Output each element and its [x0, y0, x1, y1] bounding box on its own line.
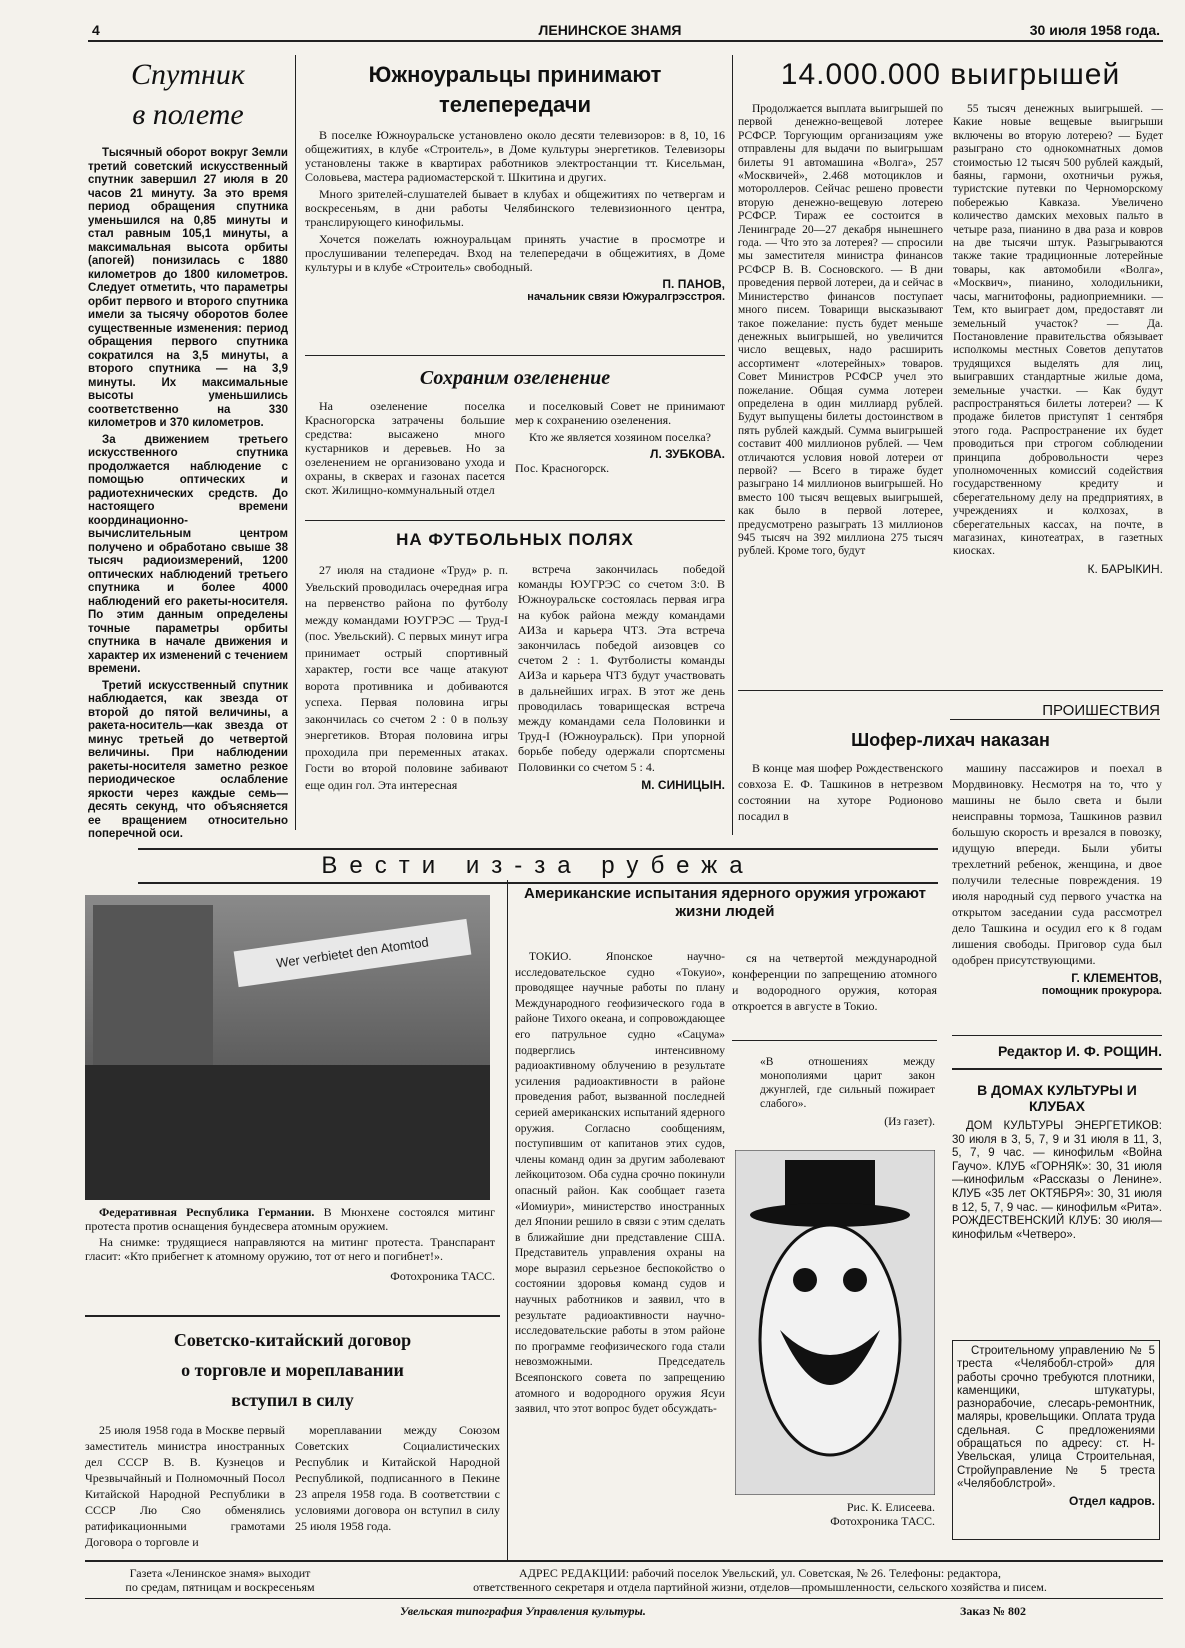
nuclear-title: Американские испытания ядерного оружия угрожают жизни людей	[524, 885, 926, 920]
tv-author-role: начальник связи Южуралгрэсстроя.	[527, 291, 725, 303]
incident-author-role: помощник прокурора.	[1041, 985, 1162, 997]
section-rule	[738, 690, 1163, 691]
cartoon-source: (Из газет).	[884, 1116, 935, 1128]
culture-title: В ДОМАХ КУЛЬТУРЫ И КЛУБАХ	[977, 1082, 1137, 1114]
section-rule	[732, 1040, 937, 1041]
treaty-title-2: о торговле и мореплавании	[181, 1360, 404, 1380]
culture-text: ДОМ КУЛЬТУРЫ ЭНЕРГЕТИКОВ: 30 июля в 3, 5, 7, 9 и 31 июля в 11, 3, 5, 7, 9 час. — кинофильм «Война Гаучо». КЛУБ «ГОРНЯК»: 30, 31 июля—кинофильм «Рассказы о Ленине». КЛУБ «35 лет ОКТЯБРЯ»: 30, 31 июля в 12, 5, 7, 9 час. — кинофильм «Рита». РОЖДЕСТВЕНСКИЙ КЛУБ: 30 июля—кинофильм «Четверо».	[952, 1120, 1162, 1241]
lottery-author: К. БАРЫКИН.	[1087, 561, 1163, 576]
incident-col1: В конце мая шофер Рождественского совхоза Е. Ф. Ташкинов в нетрезвом состоянии на хуторе Родионово посадил в	[738, 761, 943, 823]
footer-address-2: ответственного секретаря и отдела партийной жизни, отделов—промышленности, сельского хозяйства и писем.	[473, 1580, 1047, 1594]
football-col1: 27 июля на стадионе «Труд» р. п. Увельский проводилась очередная игра на первенство района по футболу между командами ЮУГРЭС — Труд-I (пос. Увельский). С первых минут игра принимает острый спортивный характер, гости все чаще атакуют ворота противника и добиваются успеха. Первая половина игры закончилась со счетом 2 : 0 в пользу энергетиков. Вторая половина игры проходила при переменных атаках. Гости во второй половине забивают еще один гол. Эта интересная	[305, 563, 508, 792]
cartoon-credit-2: Фотохроника ТАСС.	[830, 1514, 935, 1528]
lottery-col2: 55 тысяч денежных выигрышей. — Какие новые вещевые выигрыши включены во вторую лотерею? — Будет разыграно сто однокомнатных домов стоимостью 12 тысяч 500 рублей каждый, баяны, гармони, охотничьи ружья, туристские путевки по Черноморскому побережью Кавказа. Увеличено количество дамских меховых пальто в четыре раза, пианино в два раза и ковров на две тысячи штук. Разыгрываются также такие традиционные лотерейные товары, как автомобили «Волга», «Москвич», пианино, холодильники, часы, магнитофоны, радиоприемники. — Тем, кто выиграет дом, предоставят ли земельный участок? — Да. Постановление правительства обязывает исполкомы местных Советов депутатов трудящихся выделять для лиц, выигравших стандартные жилые дома, земельные участки. — Как будут распространяться билеты лотереи? — К продаже билетов приступят 1 сентября этого года. Распространение их будет проводиться при строгом соблюдении принципа добровольности через уполномоченных комиссий содействия государственному кредиту и сберегательному делу на предприятиях, в учреждениях и колхозах, в сберегательных кассах, на почте, в магазинах, кинотеатрах, в газетных киосках.	[953, 103, 1163, 558]
photo-caption-text: В Мюнхене состоялся митинг протеста против оснащения бундесвера атомным оружием.	[85, 1205, 495, 1233]
job-ad	[952, 1340, 1160, 1540]
issue-date: 30 июля 1958 года.	[1029, 22, 1160, 38]
treaty-title-1: Советско-китайский договор	[173, 1330, 412, 1350]
section-rule	[305, 355, 725, 356]
football-col2-wrap	[518, 562, 725, 792]
sputnik-title-1: Спутник	[131, 58, 245, 91]
treaty-col2: мореплавании между Союзом Советских Социалистических Республик и Китайской Народной Республикой, подписанного в Пекине 23 апреля 1958 года. В соответствии с условиями договора он вступил в силу 25 июля 1958 года.	[295, 1423, 500, 1533]
lottery-article	[738, 55, 1163, 685]
incident-author: Г. КЛЕМЕНТОВ,	[1071, 971, 1162, 985]
incident-col2-wrap	[952, 760, 1162, 997]
cartoon-credit-1: Рис. К. Елисеева.	[846, 1500, 935, 1514]
cartoon-credits	[735, 1500, 935, 1528]
column-rule	[507, 880, 508, 1560]
protest-photo	[85, 895, 490, 1200]
green-place: Пос. Красногорск.	[515, 461, 610, 475]
green-col2a: и поселковый Совет не принимают мер к сохранению озеленения.	[515, 399, 725, 427]
footer-order: Заказ № 802	[960, 1604, 1026, 1618]
football-article	[305, 528, 725, 823]
section-rule	[305, 520, 725, 521]
cartoon-quote-wrap	[760, 1055, 935, 1129]
section-rule	[952, 1035, 1162, 1036]
abroad-banner-frame	[138, 848, 938, 884]
nuclear-col1: ТОКИО. Японское научно-исследовательское судно «Токуио», проводящее научные работы по плану Международного геофизического года в районе Тихого океана, и сопровождающее его патрульное судно «Сацума» подверглись интенсивному радиоактивному облучению в результате усиления радиоактивности в районе проведения работ, вызванной последней серией американских испытаний ядерного оружия. Согласно сообщениям, поступившим от капитанов этих судов, члены команд один за другим заболевают лейкоцитозом. Оба судна срочно покинули опасный район. Как сообщает газета «Иомиури», министерство иностранных дел Японии решило в связи с этим сделать в ближайшие дни представление США. Представитель управления охраны на море выразил серьезное беспокойство о состоянии здоровья команд судов и научных работников и заявил, что в результате радиоактивности научно-исследовательские работы в этом районе по программе геофизического года стали невозможными. Председатель Всеяпонского совета по запрещению атомного и водородного оружия Ясуи заявил, что этот вопрос будет обсуждать-	[515, 951, 725, 1416]
sputnik-p1: Тысячный оборот вокруг Земли третий советский искусственный спутник завершил 27 июля в 20 часов 21 минуту. За это время период обращения спутника уменьшился на 0,85 минуты и стал равным 105,1 минуты, а максимальная высота орбиты (апогей) понизилась с 1880 километров до 1800 километров. Следует отметить, что параметры орбит первого и второго спутника имели за тысячу оборотов более существенные изменения: период обращения первого спутника сократился на 3,5 минуты, а второго спутника — на 3,9 минуты. Их максимальные высоты уменьшились соответственно на 330 километров и 370 километров.	[88, 147, 288, 429]
sputnik-p2: За движением третьего искусственного спутника продолжается наблюдение с помощью оптических и радиотехнических средств. До настоящего времени координационно-вычислительным центром получено и обработано свыше 38 тысяч радиоизмерений, 1200 оптических наблюдений третьего спутника и более 4000 наблюдений его ракеты-носителя. По этим данным определены точные параметры орбиты спутника в начале движения и характер их изменений с течением времени.	[88, 433, 288, 675]
treaty-title-3: вступил в силу	[231, 1390, 354, 1410]
green-col2	[515, 399, 725, 476]
job-ad-sign: Отдел кадров.	[1069, 1494, 1155, 1509]
column-rule	[732, 55, 733, 835]
tv-p3: Хочется пожелать южноуральцам принять участие в просмотре и прослушивании телепередач. Вход на телепередачи в общежитиях, в Доме культуры и в клубе «Строитель» свободный.	[305, 232, 725, 274]
column-rule	[295, 55, 296, 830]
sputnik-title-2: в полете	[132, 98, 244, 131]
photo-banner: Wer verbietet den Atomtod	[234, 919, 472, 987]
photo-caption-wrap	[85, 1205, 495, 1283]
photo-crowd	[85, 1065, 490, 1200]
sputnik-p3: Третий искусственный спутник наблюдается, как звезда от второй до пятой величины, а ракета-носитель—как звезда от минус третьей до четвертой величины. При наблюдении ракеты-носителя заметно резкое периодическое ослабление яркости через каждые семь—десять секунд, что объясняется ее вращением относительно поперечной оси.	[88, 679, 288, 840]
incident-section: ПРОИШЕСТВИЯ	[950, 702, 1160, 720]
editor-line: Редактор И. Ф. РОЩИН.	[997, 1043, 1162, 1059]
photo-building	[93, 905, 213, 1085]
treaty-article	[85, 1325, 500, 1415]
green-col2b: Кто же является хозяином поселка?	[529, 430, 712, 444]
lottery-col2-wrap	[953, 103, 1163, 576]
green-title: Сохраним озеленение	[419, 367, 611, 389]
footer-left-1: Газета «Ленинское знамя» выходит	[129, 1566, 311, 1580]
newspaper-title: ЛЕНИНСКОЕ ЗНАМЯ	[538, 22, 682, 38]
football-title: НА ФУТБОЛЬНЫХ ПОЛЯХ	[396, 530, 634, 549]
footer-rule	[85, 1598, 1163, 1599]
culture-box	[952, 1082, 1162, 1245]
footer-rule	[85, 1560, 1163, 1562]
lottery-title: 14.000.000 выигрышей	[780, 58, 1121, 91]
football-author: М. СИНИЦЫН.	[641, 777, 725, 792]
cartoon-quote: «В отношениях между монополиями царит закон джунглей, где сильный пожирает слабого».	[760, 1056, 935, 1110]
tv-title: Южноуральцы принимают телепередачи	[368, 62, 662, 117]
incident-title: Шофер-лихач наказан	[851, 730, 1050, 750]
sputnik-article	[88, 55, 288, 845]
footer-left	[85, 1566, 355, 1594]
footer-address	[360, 1566, 1160, 1594]
incident-col2: машину пассажиров и поехал в Мордвиновку. Несмотря на то, что у машины не было света и были неисправны тормоза, Ташкинов развил большую скорость и врезался в повозку, идущую впереди. Были убиты трехлетний ребенок, женщина, и двое получили телесные повреждения. 19 июля народный суд первого участка на открытом заседании суда рассмотрел дело Ташкина и осудил его к 8 годам лишения свободы. Приговор суда был одобрен присутствующими.	[952, 761, 1162, 967]
tv-p2: Много зрителей-слушателей бывает в клубах и общежитиях по четвергам и воскресеньям, в дни работы Челябинского телевизионного центра, транслирующего кинофильмы.	[305, 187, 725, 229]
job-ad-text: Строительному управлению № 5 треста «Челябобл-строй» для работы срочно требуются плотники, каменщики, штукатуры, разнорабочие, слесарь-ремонтник, маляры, кровельщики. Оплата труда сдельная. С предложениями обращаться по адресу: ст. Н-Увельская, улица Строительная, Стройуправление № 5 треста «Челябоблстрой».	[957, 1345, 1155, 1490]
tv-author: П. ПАНОВ,	[662, 277, 725, 291]
header-rule	[88, 40, 1163, 42]
green-col1: На озеленение поселка Красногорска затрачены большие средства: высажено много кустарников и деревьев. Но за озеленением не организовано ухода и охраны, в скверах и газонах пасется скот. Жилищно-коммунальный отдел	[305, 399, 505, 497]
page-number: 4	[92, 22, 100, 38]
photo-caption-2: На снимке: трудящиеся направляются на митинг протеста. Транспарант гласит: «Кто прибегнет к атомному оружию, тот от него и погибнет!».	[85, 1235, 495, 1263]
footer-printer: Увельская типография Управления культуры.	[400, 1604, 646, 1618]
tv-article	[305, 60, 725, 303]
nuclear-col2: ся на четвертой международной конференции по запрещению атомного и водородного оружия, которая откроется в августе в Токио.	[732, 951, 937, 1013]
abroad-banner: Вести из-за рубежа	[321, 852, 755, 879]
green-article	[305, 365, 725, 515]
tv-p1: В поселке Южноуральске установлено около десяти телевизоров: в 8, 10, 16 общежитиях, в клубе «Строитель», в Доме культуры энергетиков. Телевизоры установлены также в квартирах работников электростанции тт. Кисельман, Соловьева, мастера радиомастерской т. Шкитина и других.	[305, 128, 725, 184]
photo-caption-bold: Федеративная Республика Германии.	[99, 1205, 315, 1219]
photo-caption	[85, 1205, 495, 1233]
green-author: Л. ЗУБКОВА.	[650, 447, 725, 461]
footer-address-1: АДРЕС РЕДАКЦИИ: рабочий поселок Увельский, ул. Советская, № 26. Телефоны: редактора,	[519, 1566, 1001, 1580]
lottery-col1: Продолжается выплата выигрышей по первой денежно-вещевой лотерее РСФСР. Торгующим организациям уже отправлены для выдачи по выигрышам билеты 91 автомашина «Волга», 257 «Москвичей», 2.468 мотоциклов и мотороллеров. Сейчас решено провести вторую денежно-вещевую лотерею РСФСР. Тираж ее состоится в Ленинграде 20—27 декабря нынешнего года. — Что это за лотерея? — спросили мы заместителя министра финансов РСФСР В. В. Сосновского. — В дни проведения первой лотереи, да и сейчас в Министерство финансов поступает много писем. Товарищи высказывают такое пожелание: пусть будет меньше денежных выигрышей, но увеличится число вещевых, надо расширить ассортимент «лотерейных» товаров. Совет Министров РСФСР учел это пожелание. Общая сумма лотереи определена в один миллиард рублей. Будут выпущены билеты достоинством в пять рублей каждый. Сумма выигрышей составит 400 миллионов рублей. — Чем отличаются условия новой лотереи от первой? — Всего в тираже будет разыграно 14 миллионов выигрышей. Но вместо 100 тысяч вещевых выигрышей, как было в первой лотерее, предусмотрено разыграть 13 миллионов 945 тысяч на 392 миллиона 275 тысяч рублей. Кроме того, будут	[738, 103, 943, 558]
section-rule	[85, 1315, 500, 1317]
treaty-col1: 25 июля 1958 года в Москве первый заместитель министра иностранных дел СССР В. В. Кузнецов и Чрезвычайный и Полномочный Посол Китайской Народной Республики в СССР Лю Сяо обменялись ратификационными грамотами Договора о торговле и	[85, 1423, 285, 1549]
cartoon-drawing	[735, 1150, 935, 1495]
football-col2: встреча закончилась победой команды ЮУГРЭС со счетом 3:0. В Южноуральске состоялась первая игра на кубок района между командами АИЗа и карьера ЧТЗ. Эта встреча закончилась победой аизовцев со счетом 2 : 1. Футболисты команды АИЗа и карьера ЧТЗ будут участвовать в дальнейших играх. В этот же день проводилась товарищеская встреча между командами села Половинки и Труд-I (Южноуральск). При упорной борьбе победу одержали спортсмены Половинки со счетом 5 : 4.	[518, 562, 725, 774]
section-rule	[952, 1068, 1162, 1070]
photo-credit: Фотохроника ТАСС.	[390, 1269, 495, 1283]
footer-left-2: по средам, пятницам и воскресеньям	[125, 1580, 315, 1594]
